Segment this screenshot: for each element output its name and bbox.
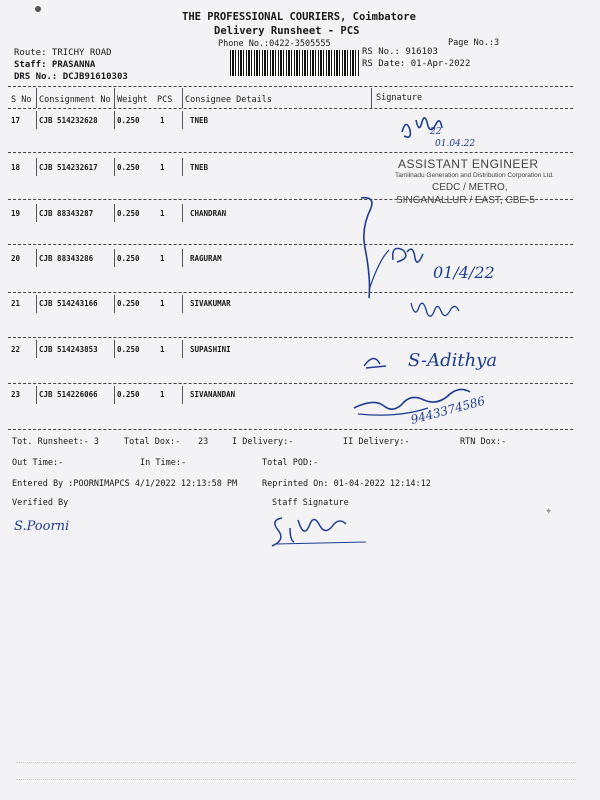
out-time: Out Time:- <box>12 458 64 468</box>
column-header-signature: Signature <box>376 93 423 103</box>
cell-bracket <box>182 158 183 176</box>
row-pcs: 1 <box>160 299 165 308</box>
in-time: In Time:- <box>140 458 187 468</box>
document-title: Delivery Runsheet - PCS <box>214 25 360 37</box>
scan-mark-icon: ✦ <box>545 503 553 517</box>
row-pcs: 1 <box>160 209 165 218</box>
ii-delivery: II Delivery:- <box>343 437 410 447</box>
stamp-organization: Tamilnadu Generation and Distribution Corporation Ltd. <box>395 172 554 179</box>
row-pcs: 1 <box>160 390 165 399</box>
row-consignment: CJB 514226066 <box>39 390 98 399</box>
total-dox-value: 23 <box>198 437 209 447</box>
row-pcs: 1 <box>160 116 165 125</box>
row-sno: 23 <box>11 390 21 399</box>
cell-bracket <box>114 249 115 267</box>
column-divider <box>182 88 183 108</box>
scan-artifact-line <box>16 779 576 780</box>
punch-dot <box>35 6 41 12</box>
staff-signature-label: Staff Signature <box>272 498 349 508</box>
cell-bracket <box>36 340 37 358</box>
route: Route: TRICHY ROAD <box>14 48 112 58</box>
row-consignment: CJB 88343286 <box>39 254 94 263</box>
cell-bracket <box>182 340 183 358</box>
column-divider <box>36 88 37 108</box>
row-weight: 0.250 <box>117 345 140 354</box>
total-pod: Total POD:- <box>262 458 319 468</box>
cell-bracket <box>36 158 37 176</box>
column-divider <box>114 88 115 108</box>
column-header-consignee: Consignee Details <box>185 95 272 105</box>
row-consignment: CJB 514243853 <box>39 345 98 354</box>
column-header-consignment: Consignment No <box>39 95 111 105</box>
row-consignment: CJB 88343287 <box>39 209 94 218</box>
stamp-designation: ASSISTANT ENGINEER <box>398 157 539 171</box>
svg-text:22: 22 <box>430 127 442 137</box>
row-pcs: 1 <box>160 163 165 172</box>
rs-date: RS Date: 01-Apr-2022 <box>362 59 471 69</box>
row-consignee: SIVANANDAN <box>190 390 236 399</box>
svg-text:01/4/22: 01/4/22 <box>433 263 495 282</box>
cell-bracket <box>182 204 183 222</box>
cell-bracket <box>114 386 115 404</box>
cell-bracket <box>182 295 183 313</box>
cell-bracket <box>36 204 37 222</box>
svg-text:01.04.22: 01.04.22 <box>435 139 476 149</box>
row-consignment: CJB 514232617 <box>39 163 98 172</box>
svg-text:S.Poorni: S.Poorni <box>14 519 70 534</box>
barcode <box>230 50 360 76</box>
staff-signature <box>268 510 378 550</box>
row-consignee: TNEB <box>190 116 209 125</box>
page-number: Page No.:3 <box>448 38 500 48</box>
cell-bracket <box>182 111 183 129</box>
row-consignee: CHANDRAN <box>190 209 227 218</box>
total-dox-label: Total Dox:- <box>124 437 181 447</box>
row-weight: 0.250 <box>117 299 140 308</box>
company-name: THE PROFESSIONAL COURIERS, Coimbatore <box>182 11 416 23</box>
row-weight: 0.250 <box>117 254 140 263</box>
cell-bracket <box>114 158 115 176</box>
cell-bracket <box>114 204 115 222</box>
row-sno: 19 <box>11 209 21 218</box>
row-sno: 21 <box>11 299 21 308</box>
row-consignee: TNEB <box>190 163 209 172</box>
i-delivery: I Delivery:- <box>232 437 294 447</box>
cell-bracket <box>182 249 183 267</box>
cell-bracket <box>36 386 37 404</box>
divider <box>8 152 573 153</box>
divider <box>8 86 573 87</box>
phone-number: Phone No.:0422-3505555 <box>218 39 331 49</box>
signature-row-17 <box>390 112 510 152</box>
drs-number: DRS No.: DCJB91610303 <box>14 72 128 82</box>
stamp-division: CEDC / METRO, <box>432 182 508 193</box>
row-pcs: 1 <box>160 254 165 263</box>
entered-by: Entered By :POORNIMAPCS 4/1/2022 12:13:58 PM <box>12 479 238 489</box>
column-header-weight: Weight <box>117 95 148 105</box>
signature-row-21 <box>405 295 475 323</box>
cell-bracket <box>114 340 115 358</box>
row-sno: 20 <box>11 254 21 263</box>
row-weight: 0.250 <box>117 116 140 125</box>
row-sno: 17 <box>11 116 21 125</box>
signature-row-20 <box>385 238 515 288</box>
cell-bracket <box>182 386 183 404</box>
row-consignment: CJB 514243166 <box>39 299 98 308</box>
cell-bracket <box>114 111 115 129</box>
rtn-dox: RTN Dox:- <box>460 437 507 447</box>
staff: Staff: PRASANNA <box>14 60 96 70</box>
svg-text:S-Adithya: S-Adithya <box>408 350 498 371</box>
row-sno: 18 <box>11 163 21 172</box>
rs-number: RS No.: 916103 <box>362 47 438 57</box>
cell-bracket <box>114 295 115 313</box>
column-header-sno: S No <box>11 95 32 105</box>
reprinted-on: Reprinted On: 01-04-2022 12:14:12 <box>262 479 431 489</box>
cell-bracket <box>36 249 37 267</box>
row-sno: 22 <box>11 345 21 354</box>
row-pcs: 1 <box>160 345 165 354</box>
verified-by-label: Verified By <box>12 498 69 508</box>
verified-signature <box>12 510 92 538</box>
row-consignment: CJB 514232628 <box>39 116 98 125</box>
row-weight: 0.250 <box>117 163 140 172</box>
row-weight: 0.250 <box>117 209 140 218</box>
divider <box>8 108 573 109</box>
divider <box>8 292 573 293</box>
row-weight: 0.250 <box>117 390 140 399</box>
column-header-pcs: PCS <box>157 95 173 105</box>
scan-artifact-line <box>16 762 576 763</box>
row-consignee: RAGURAM <box>190 254 222 263</box>
row-consignee: SUPASHINI <box>190 345 231 354</box>
cell-bracket <box>36 111 37 129</box>
row-consignee: SIVAKUMAR <box>190 299 231 308</box>
cell-bracket <box>36 295 37 313</box>
signature-row-22 <box>360 336 520 378</box>
total-runsheet: Tot. Runsheet:- 3 <box>12 437 99 447</box>
column-divider <box>371 88 372 108</box>
svg-text:9443374586: 9443374586 <box>409 393 487 427</box>
stamp-location: SINGANALLUR / EAST, CBE-5 <box>396 195 535 206</box>
signature-row-23 <box>350 384 550 432</box>
